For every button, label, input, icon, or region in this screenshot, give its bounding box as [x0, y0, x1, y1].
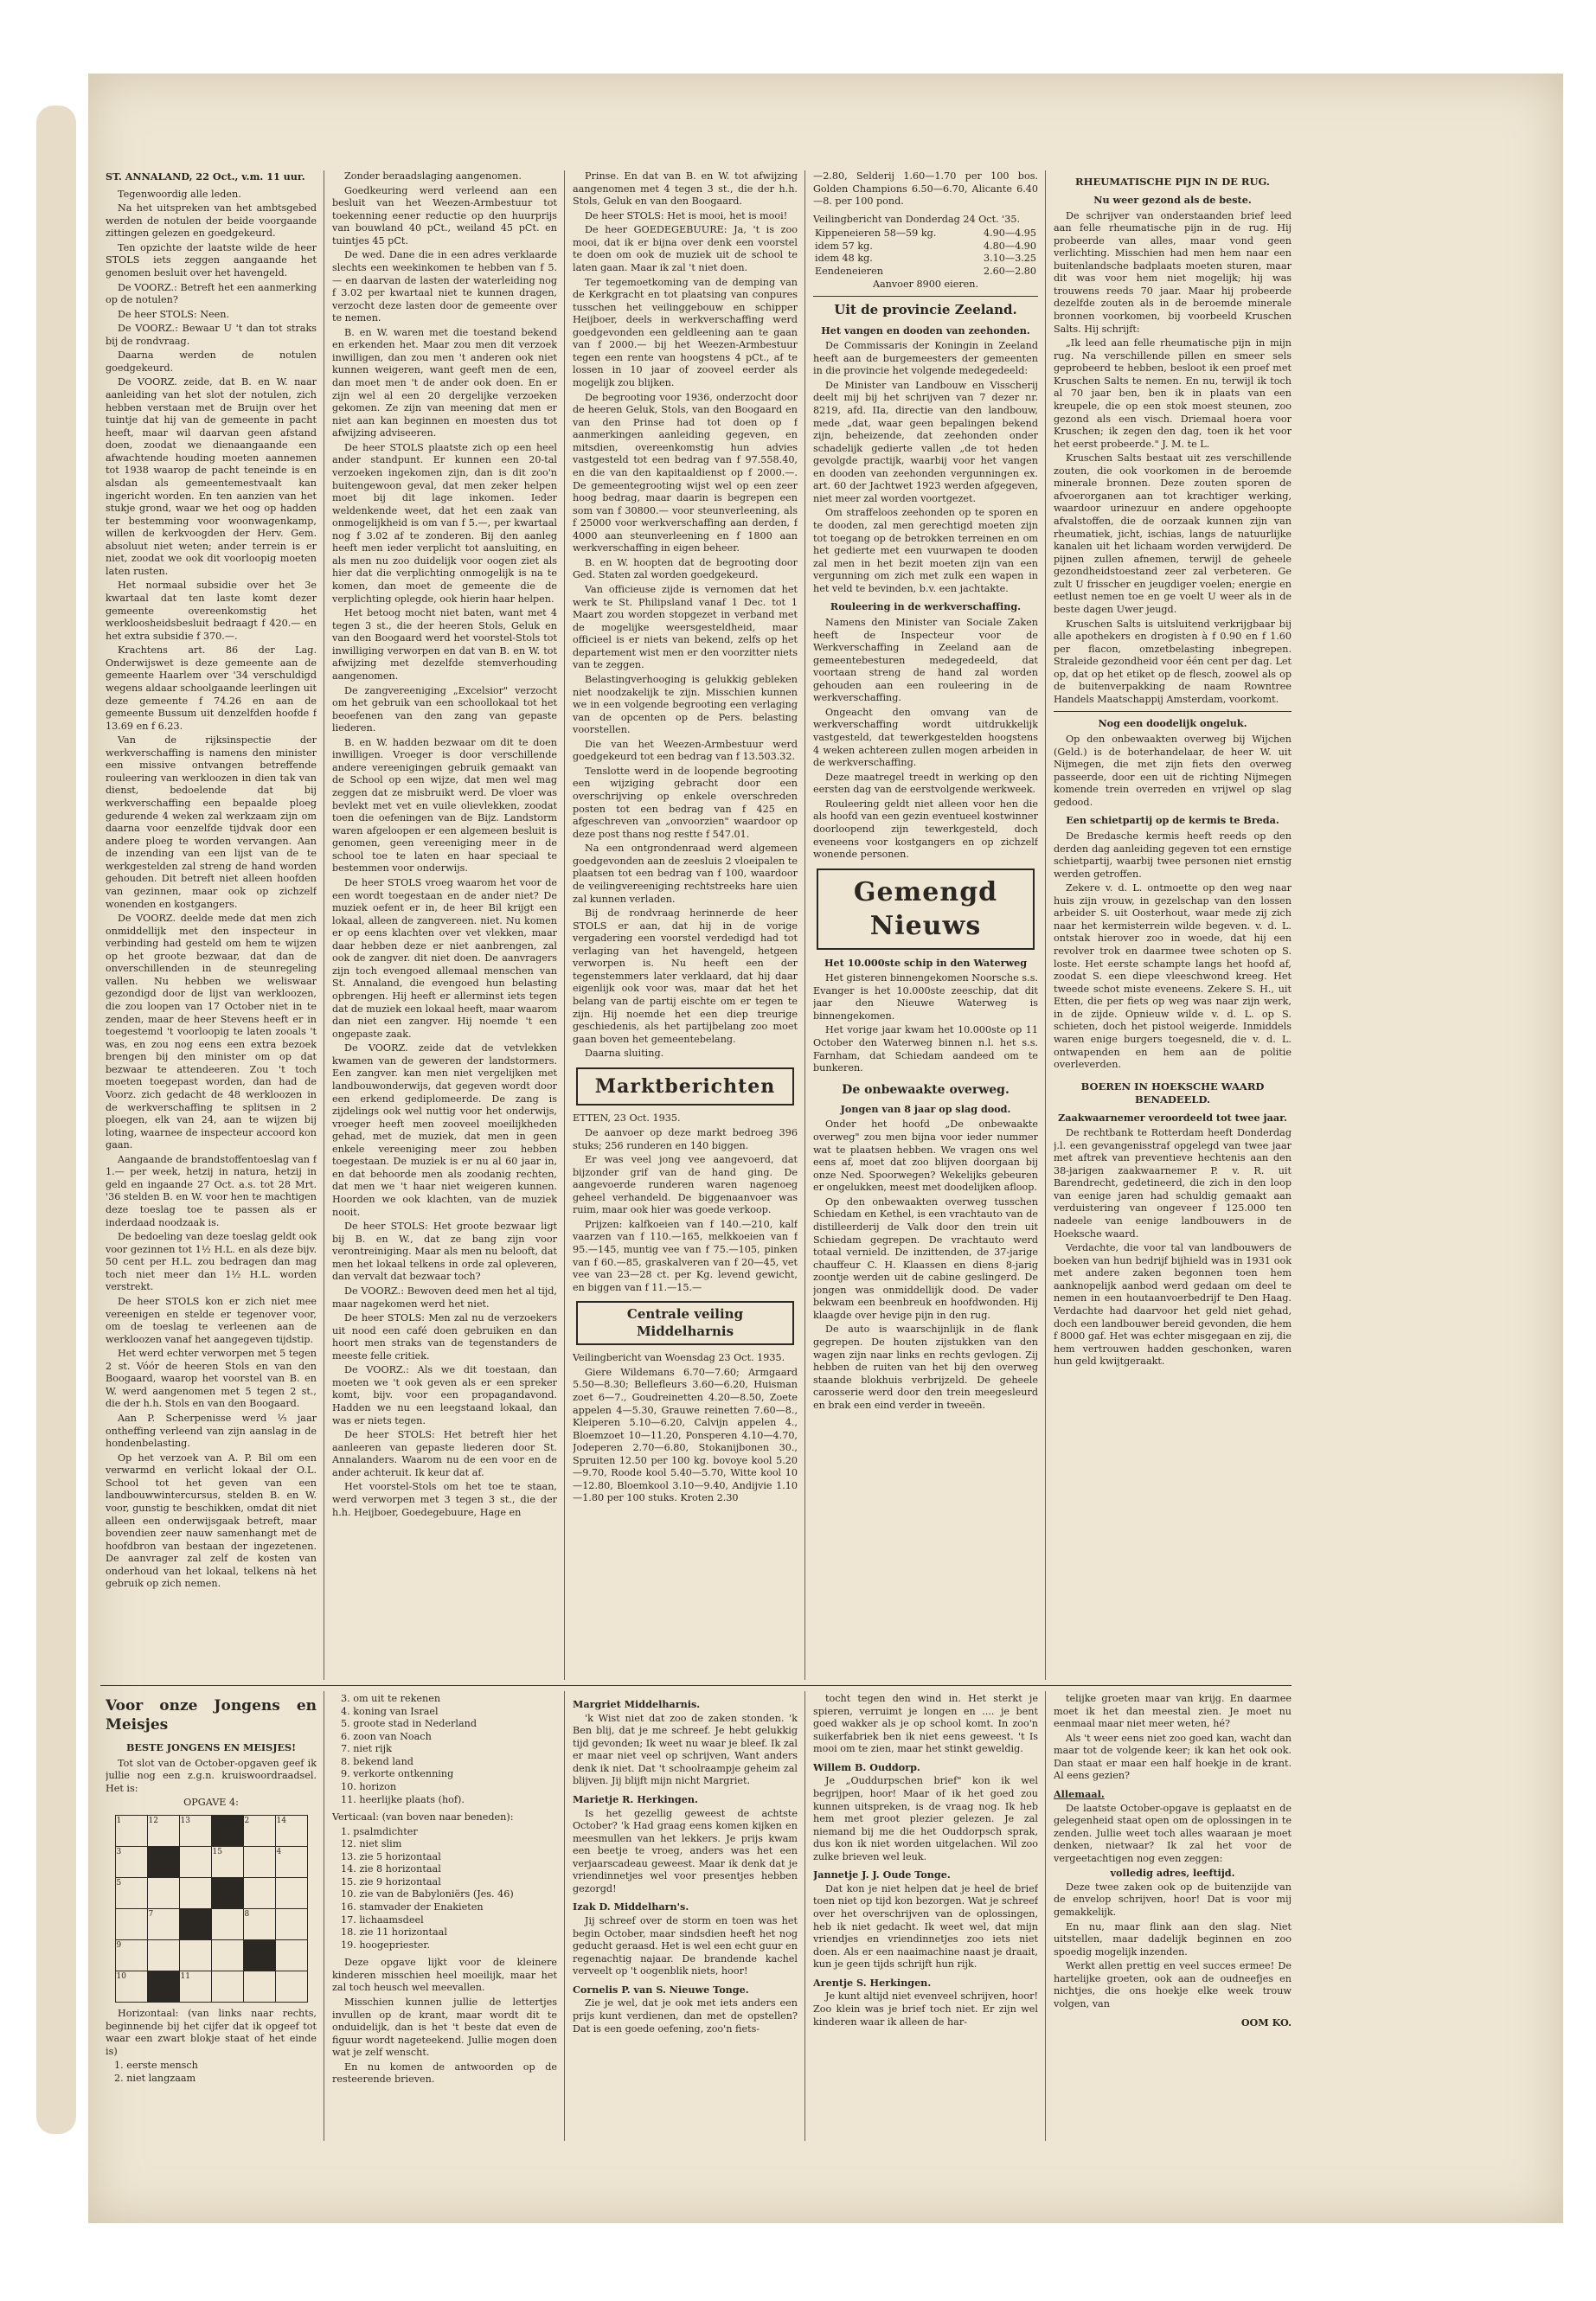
rheumatism-ad-subheading: Nu weer gezond als de beste. — [1093, 193, 1252, 206]
paragraph: De Commissaris der Koningin in Zeeland heeft aan de burgemeesters der gemeenten in die provincie het volgende medegedeeld: — [813, 340, 1038, 377]
paragraph: Op het verzoek van A. P. Bil om een verwarmd en verlicht lokaal der O.L. School tot het geven van een landbouwwintercursus, stelden B. en W. voor, gunstig te beschikken, omdat dit niet alleen een onderwijsgaak betreft, maar bovendien zeer nauw samenhangt met de hoofdbron van bestaan der ingezetenen. De aanvrager zal zelf de kosten van onderhoud van het lokaal, telkens nà het gebruik op zich nemen. — [106, 1452, 317, 1590]
paragraph: De VOORZ.: Als we dit toestaan, dan moeten we 't ook geven als er een spreker komt, bijv. voor een propagandavond. Hadden we nu een leegstaand lokaal, dan was er niets tegen. — [332, 1364, 557, 1426]
paragraph: Zonder beraadslaging aangenomen. — [344, 170, 522, 182]
rheumatism-ad-heading: RHEUMATISCHE PIJN IN DE RUG. — [1075, 176, 1270, 188]
letter-reply: Is het gezellig geweest de achtste October? 'k Had graag eens komen kijken en meesmullen van het lekkers. Je prijs kwam een beetje te vroeg, anders was het een verjaarscadeau geweest. Maar ik denk dat je vriendinnetjes wel voor presentjes hebben gezorgd! — [573, 1807, 798, 1894]
market-heading: Marktberichten — [576, 1067, 794, 1106]
column-zeeland — [813, 170, 1038, 1680]
egg-price: 3.10—3.25 — [983, 253, 1036, 265]
clue-item: 3. om uit te rekenen — [341, 1693, 441, 1704]
horizontal-instructions: Horizontaal: (van links naar rechts, beginnende bij het cijfer dat ik opgeef tot waar een zwart blokje staat of het einde is) — [106, 2008, 317, 2057]
clue-item: 18. zie 11 horizontaal — [341, 1926, 447, 1939]
paragraph: B. en W. hoopten dat de begrooting door Ged. Staten zal worden goedgekeurd. — [573, 556, 798, 581]
paragraph: Prinse. En dat van B. en W. tot afwijzing aangenomen met 4 tegen 3 st., die der h.h. Stols, Geluk en van den Boogaard. — [573, 170, 798, 208]
clue-item: 17. lichaamsdeel — [341, 1913, 424, 1926]
grid-cell-black — [211, 1816, 243, 1847]
letter-reply: Je kunt altijd niet evenveel schrijven, hoor! Zoo klein was je brief toch niet. Er zijn wel kinderen waar ik alleen de har- — [813, 1990, 1038, 2028]
opgave-label: OPGAVE 4: — [183, 1797, 239, 1809]
clue-item: 16. stamvader der Enakieten — [341, 1901, 484, 1913]
zeeland-heading: Uit de provincie Zeeland. — [834, 302, 1017, 318]
letter-recipient: Izak D. Middelharn's. — [573, 1900, 689, 1913]
paragraph: De heer STOLS kon er zich niet mee vereenigen en stelde er tegenover voor, om de toeslag te verleenen aan de werkloozen vanaf het aangegeven tijdstip. — [106, 1295, 317, 1345]
ship-paragraphs — [813, 972, 1038, 1075]
paragraph: De VOORZ.: Bewaar U 't dan tot straks bij de rondvraag. — [106, 323, 317, 347]
crossing-subheading: Jongen van 8 jaar op slag dood. — [840, 1102, 1011, 1115]
grid-cell — [147, 1878, 179, 1909]
paragraph: De VOORZ. zeide dat de vetvlekken kwamen van de geweren der landstormers. Een zangver. kan men niet vergelijken met landbouwonderwijs, dat gegeven wordt door een erkend gediplomeerde. De zang is zijdelings ook wel nuttig voor het onderwijs, vroeger heeft men zooveel moeilijkheden gehad, met de muziek, dat men in geen enkele vereeniging meer zou hebben toegestaan. De muziek is er nu al 60 jaar in, en dat behoorde men als zoodanig rechten, dat men we 't haar niet weigeren kunnen. Hoorden we ook klachten, van de muziek nooit. — [332, 1042, 557, 1218]
grid-cell: 7 — [147, 1909, 179, 1940]
children-letters-col3 — [573, 1693, 798, 2138]
paragraph: De begrooting voor 1936, onderzocht door de heeren Geluk, Stols, van den Boogaard en van den Prinse had tot doen op f aanmerkingen aanleiding gegeven, en mitsdien, overeenkomstig hun advies vastgesteld tot een bedrag van f 97.558.40, en die van den kapitaaldienst op f 2000.—. De gemeentegrooting wijst wel op een zeer hoog bedrag, maar daarin is begrepen een som van f 30800.— voor steunverleening, als f 25000 voor werkverschaffing aan derden, f 4000 aan steunverleening en f 1800 aan werkverschaffing in eigen beheer. — [573, 391, 798, 554]
egg-type: idem 57 kg. — [815, 240, 873, 252]
paragraph: Kruschen Salts is uitsluitend verkrijgbaar bij alle apothekers en drogisten à f 0.90 en f 1.60 per flacon, omzetbelasting inbegrepen. Straleide gezondheid voor één cent per dag. Let op, dat op het etiket op de flesch, zoowel als op de buitenverpakking de naam Rowntree Handels Maatschappij Amsterdam, voorkomt. — [1054, 618, 1292, 705]
accident-text: Op den onbewaakten overweg bij Wijchen (Geld.) is de boterhandelaar, de heer W. uit Nijmegen, die met zijn fiets den overweg passeerde, door een uit de richting Nijmegen komende trein overreden en vrijwel op slag gedood. — [1054, 734, 1292, 808]
grid-cell — [147, 1940, 179, 1971]
grid-cell — [179, 1878, 211, 1909]
paragraph: B. en W. waren met die toestand bekend en erkenden het. Maar zou men dit verzoek inwilligen, dan zou men 't anderen ook niet kunnen weigeren, want geeft men de een, dan moet men 't de ander ook doen. En er zijn wel al een 20 dergelijke verzoeken gekomen. Ze zijn van meening dat men er niet aan kan beginnen en moesten dus tot afwijzing adviseeren. — [332, 326, 557, 439]
egg-price: 2.60—2.80 — [983, 265, 1036, 277]
paragraph: Het betoog mocht niet baten, want met 4 tegen 3 st., die der heeren Stols, Geluk en van den Boogaard werd het voorstel-Stols tot inwilliging verworpen en dat van B. en W. tot afwijzing met dezelfde stemverhouding aangenomen. — [332, 607, 557, 682]
grid-cell — [179, 1940, 211, 1971]
grid-cell — [211, 1940, 243, 1971]
etten-dateline: ETTEN, 23 Oct. 1935. — [573, 1112, 681, 1125]
rheumatism-ad-text — [1054, 210, 1292, 707]
council-paragraphs — [332, 170, 557, 1519]
paragraph: Daarna werden de notulen goedgekeurd. — [106, 349, 317, 374]
paragraph: Onder het hoofd „De onbewaakte overweg" zou men bijna voor ieder nummer wat te plaatsen hebben. We vragen ons wel eens af, moet dat zoo blijven doorgaan bij onze Ned. Spoorwegen? Wekelijks gebeuren er ongelukken, meest met doodelijken afloop. — [813, 1118, 1038, 1194]
grid-cell: 2 — [243, 1816, 275, 1847]
seal-subheading: Het vangen en dooden van zeehonden. — [821, 324, 1030, 336]
paragraph: De VOORZ. zeide, dat B. en W. naar aanleiding van het slot der notulen, zich hebben verstaan met de Bruijn over het tuintje dat hij van de gemeente in pacht heeft, maar wil daarvan geen afstand doen, zoodat we dienaangaande een afwachtende houding moeten aannemen tot 1938 waarop de pacht teneinde is en alsdan als gemeentemestvaalt kan ingericht worden. En ten aanzien van het stukje grond, waar we het oog op hadden ter bestemming voor woonwagenkamp, willen de kerkvoogden der Herv. Gem. absoluut niet weten; ander terrein is er niet, zoodat we ook dit voorloopig moeten laten rusten. — [106, 376, 317, 577]
paragraph: Het voorstel-Stols om het toe te staan, werd verworpen met 3 tegen 3 st., die der h.h. Heijboer, Goedegebuure, Hage en — [332, 1481, 557, 1518]
column-divider — [1045, 170, 1046, 1680]
children-corner-col2 — [332, 1693, 557, 2138]
allemaal-text: De laatste October-opgave is geplaatst en de gelegenheid staat open om de oplossingen in te zenden. Jullie weet toch alles waaraan je moet denken, nietwaar? Ik zal het voor de vergeetachtigen nog even zeggen: — [1054, 1802, 1292, 1864]
grid-cell: 4 — [275, 1847, 307, 1878]
children-explanation — [332, 1957, 557, 2086]
grid-cell — [115, 1909, 147, 1940]
grid-cell: 3 — [115, 1847, 147, 1878]
grid-cell — [243, 1847, 275, 1878]
paragraph: De schrijver van onderstaanden brief leed aan felle rheumatische pijn in de rug. Hij probeerde van alles, maar vond geen verlichting. Misschien had men hem naar een buitenlandsche badplaats moeten sturen, maar dit was voor hem niet mogelijk; hij was trouwens reeds 70 jaar. Maar hij probeerde dezelfde zouten als in de beroemde minerale bronnen voorkomen, bij voorbeeld Kruschen Salts. Hij schrijft: — [1054, 209, 1292, 335]
egg-row — [813, 228, 1038, 240]
clue-item: 2. niet langzaam — [114, 2072, 196, 2084]
clue-item: 5. groote stad in Nederland — [341, 1718, 478, 1730]
farmers-subheading: Zaakwaarnemer veroordeeld tot twee jaar. — [1058, 1111, 1287, 1124]
paragraph: telijke groeten maar van krijg. En daarmee moet ik het dan meestal zien. Je moet nu eenmaal maar niet meer weten, hé? — [1054, 1693, 1292, 1730]
children-greeting: BESTE JONGENS EN MEISJES! — [125, 1741, 297, 1754]
clue-item: 12. niet slim — [341, 1838, 402, 1850]
grid-cell-black — [211, 1878, 243, 1909]
crossword-grid[interactable] — [115, 1815, 308, 2003]
grid-cell: 12 — [147, 1816, 179, 1847]
letter-reply: Dat kon je niet helpen dat je heel de brief toen niet op tijd kon bezorgen. Wat je schreef over het overschrijven van de oplossingen, heb ik niet gedacht. Ik weet wel, dat mijn vriendjes en vriendinnetjes zoo iets niet doen. Als er een naaimachine naast je draait, kun je geen tijds schrijft hun rijk. — [813, 1882, 1038, 1971]
clue-item: 8. bekend land — [341, 1755, 413, 1767]
clue-item: 14. zie 8 horizontaal — [341, 1863, 441, 1875]
paragraph: De VOORZ.: Betreft het een aanmerking op de notulen? — [106, 281, 317, 306]
letter-recipient: Marietje R. Herkingen. — [573, 1792, 698, 1805]
paragraph: Deze opgave lijkt voor de kleinere kinderen misschien heel moeilijk, maar het zal toch heusch wel meevallen. — [332, 1957, 557, 1994]
egg-veiling-date: Veilingbericht van Donderdag 24 Oct. '35. — [813, 213, 1021, 225]
clue-item: 9. verkorte ontkenning — [341, 1768, 454, 1780]
address-requirement: volledig adres, leeftijd. — [1110, 1867, 1235, 1880]
paragraph: Prijzen: kalfkoeien van f 140.—210, kalf vaarzen van f 110.—165, melkkoeien van f 95.—145, muntig vee van f 75.—105, pinken van f 60.—85, graskalveren van f 20—45, vet vee van 23—28 ct. per Kg. levend gewicht, en biggen van f 11.—15.— — [573, 1218, 798, 1293]
column-advert-news — [1054, 170, 1292, 1680]
grid-cell-black — [179, 1909, 211, 1940]
clue-item: 1. psalmdichter — [341, 1825, 418, 1837]
paragraph: Van officieuse zijde is vernomen dat het werk te St. Philipsland vanaf 1 Dec. tot 1 Maart zou worden stopgezet in verband met de mogelijke weersgesteldheid, maar officieel is er niets van bekend, zelfs op het departement wist men er den voorzitter niets van te zeggen. — [573, 584, 798, 671]
paragraph: Verdachte, die voor tal van landbouwers de boeken van hun bedrijf bijhield was in 1931 ook met andere zaken begonnen toen hem aanknopelijk aanbod werd gedaan om deel te nemen in een houtaanvoerbedrijf te Den Haag. Verdachte had daarvoor het geld niet gehad, doch een landbouwer bereid gevonden, die hem f 8000 gaf. Het was echter misgegaan en zij, die hem vertrouwen hadden geschonken, waren hun geld kwijtgeraakt. — [1054, 1242, 1292, 1368]
grid-cell: 9 — [115, 1940, 147, 1971]
grid-cell — [179, 1847, 211, 1878]
adjacent-page-strip — [36, 106, 76, 2134]
council-paragraphs — [573, 170, 798, 1061]
paragraph: Op den onbewaakten overweg tusschen Schiedam en Kethel, is een vrachtauto van de distilleerderij de Valk door den trein uit Schiedam gegrepen. De vrachtauto werd totaal vernield. De inzittenden, de 37-jarige chauffeur C. H. Klaassen en diens 8-jarig zoontje werden uit de cabine geslingerd. De jongen was onmiddellijk dood. De vader bekwam een beenbreuk en hoofdwonden. Hij klaagde over hevige pijn in den rug. — [813, 1195, 1038, 1321]
allemaal-heading: Allemaal. — [1054, 1787, 1105, 1800]
paragraph: Ten opzichte der laatste wilde de heer STOLS iets zeggen aangaande het genomen besluit over het havengeld. — [106, 241, 317, 279]
paragraph: Krachtens art. 86 der Lag. Onderwijswet is deze gemeente aan de gemeente Haarlem over '34 verschuldigd wegens aldaar schoolgaande leerlingen uit deze gemeente f 74.26 en aan de gemeente Bussum uit denzelfden hoofde f 13.69 en f 6.23. — [106, 644, 317, 732]
paragraph: Het werd echter verworpen met 5 tegen 2 st. Vóór de heeren Stols en van den Boogaard, waarop het voorstel van B. en W. werd aangenomen met 5 tegen 2 st., die der h.h. Stols en van den Boogaard. — [106, 1348, 317, 1410]
paragraph: De heer STOLS: Het betreft hier het aanleeren van gepaste liederen door St. Annalanders. Waarom nu de een voor en de ander achteruit. Ik keur dat af. — [332, 1429, 557, 1478]
paragraph: Tegenwoordig alle leden. — [118, 188, 241, 200]
paragraph: Daarna sluiting. — [585, 1048, 664, 1060]
clue-item: 13. zie 5 horizontaal — [341, 1850, 441, 1862]
grid-cell-black — [147, 1971, 179, 2003]
paragraph: Er was veel jong vee aangevoerd, dat bijzonder grif van de hand ging. De aangevoerde runderen waren nagenoeg geheel verhandeld. De biggenaanvoer was ruim, maar ook hier was goede verkoop. — [573, 1154, 798, 1216]
veiling-prices-cont: —2.80, Selderij 1.60—1.70 per 100 bos. Golden Champions 6.50—6.70, Alicante 6.40 —8. per 100 pond. — [813, 170, 1038, 208]
accident-heading: Nog een doodelijk ongeluk. — [1098, 717, 1247, 730]
paragraph: De VOORZ. deelde mede dat men zich onmiddellijk met den inspecteur in verbinding had gesteld om hem te wijzen op het groote bezwaar, dat dan de onverschillenden in de steunregeling vallen. Nu hebben we weliswaar gezondigd door de lijst van werkloozen, die zou loopen van 17 October niet in te zenden, maar de heer Stevens heeft er in toegestemd 't voorloopig te laten zooals 't was, en zou nog eens een extra bezoek brengen bij den minister om op dat bezwaar te attendeeren. Zou 't toch moeten toegepast worden, dan had de Voorz. zich gedacht de 48 werkloozen in de werkverschaffing te splitsen in 2 ploegen, elk van 24, aan te wijzen bij loting, waarnee de inspecteur accoord kon gaan. — [106, 913, 317, 1151]
paragraph: De bedoeling van deze toeslag geldt ook voor gezinnen tot 1½ H.L. en als deze bijv. 50 cent per H.L. zou bedragen dan mag toch niet meer dan 1½ H.L. worden verstrekt. — [106, 1231, 317, 1293]
paragraph: De Bredasche kermis heeft reeds op den derden dag aanleiding gegeven tot een ernstige schietpartij, waarbij twee personen niet ernstig werden getroffen. — [1054, 830, 1292, 880]
clue-item: 19. hoogepriester. — [341, 1939, 431, 1951]
paragraph: De heer STOLS: Het is mooi, het is mooi! — [585, 209, 788, 221]
letter-recipient: Cornelis P. van S. Nieuwe Tonge. — [573, 1983, 749, 1996]
clue-item: 10. zie van de Babyloniërs (Jes. 46) — [341, 1888, 514, 1900]
crossing-heading: De onbewaakte overweg. — [842, 1082, 1010, 1097]
paragraph: Het gisteren binnengekomen Noorsche s.s. Evanger is het 10.000ste zeeschip, dat dit jaar den Nieuwe Waterweg is binnengekomen. — [813, 972, 1038, 1022]
grid-cell — [211, 1971, 243, 2003]
grid-cell — [243, 1971, 275, 2003]
farmers-paragraphs — [1054, 1127, 1292, 1368]
horizontal-clues — [106, 2060, 317, 2085]
paragraph: Als 't weer eens niet zoo goed kan, wacht dan maar tot de volgende keer; ik kan het ook ook. Dan staat er maar een half hoekje in de krant. Al eens gezien? — [1054, 1732, 1292, 1782]
paragraph: Zekere v. d. L. ontmoette op den weg naar huis zijn vrouw, in gezelschap van den lossen arbeider S. uit Oosterhout, waar mede zij zich naar het kermisterrein wilde begeven. v. d. L. ontstak hierover zoo in woede, dat hij een revolver trok en daarmee twee schoten op S. loste. Het eerste schampte langs het hoofd af, zoodat S. een diepe vleeschwond kreeg. Het tweede schot miste eveneens. Zekere S. H., uit Etten, die per fiets op weg was naar zijn werk, in de zijde. Opnieuw wilde v. d. L. op S. schieten, doch het pistool weigerde. Inmiddels waren enige burgers toegesneld, die v. d. L. ontwapenden en hem aan de politie overleverden. — [1054, 882, 1292, 1071]
egg-row — [813, 266, 1038, 279]
column-market — [573, 170, 798, 1680]
paragraph: Deze maatregel treedt in werking op den eersten dag van de eerstvolgende werkweek. — [813, 771, 1038, 796]
column-council-report — [106, 170, 317, 1676]
paragraph: De heer STOLS plaatste zich op een heel ander standpunt. Er kunnen een 20-tal verzoeken ingekomen zijn, dan is dit zoo'n buitengewoon geval, dat men zeker helpen moet bij dit lage inkomen. Ieder weldenkende weet, dat het een zaak van onmogelijkheid is om van f 5.—, per kwartaal nog f 3.02 af te zonderen. Bij den aanleg heeft men ieder verplicht tot aansluiting, en als men nu zoo duidelijk voor oogen ziet als hier dat die verplichting onmogelijk is na te komen, dan moet de gemeente die de verplichting oplegde, ook hierin haar helpen. — [332, 441, 557, 605]
grid-cell-black — [147, 1847, 179, 1878]
clue-item: 1. eerste mensch — [114, 2060, 198, 2072]
crossing-paragraphs — [813, 1118, 1038, 1412]
horizontal-clues-cont — [332, 1693, 557, 1806]
grid-cell — [211, 1909, 243, 1940]
paragraph: B. en W. hadden bezwaar om dit te doen inwilligen. Vroeger is door verschillende andere vereenigingen gebruik gemaakt van de School op een wijze, dat men wel mag zeggen dat ze misbruikt werd. De vloer was bevlekt met vet en vuile olievlekken, zoodat toen die oefeningen van de Bijz. Landstorm waren afgeloopen er een algemeen besluit is genomen, geen vereeniging meer in de school toe te laten en haar speciaal te bestemmen voor onderwijs. — [332, 736, 557, 875]
paragraph: Aan P. Scherpenisse werd ⅓ jaar ontheffing verleend van zijn aanslag in de hondenbelasting. — [106, 1413, 317, 1450]
children-corner-col1 — [106, 1693, 317, 2138]
grid-cell: 5 — [115, 1878, 147, 1909]
letter-reply: Zie je wel, dat je ook met iets anders een prijs kunt verdienen, dan met de opstellen? Dat is een goede oefening, zoo'n fiets- — [573, 1997, 798, 2035]
clue-item: 10. horizon — [341, 1780, 397, 1792]
vertical-clues — [332, 1826, 557, 1952]
paragraph: Belastingverhooging is gelukkig gebleken niet noodzakelijk te zijn. Misschien kunnen we in een volgende begrooting een verlaging van de opcenten op de Pers. belasting voorstellen. — [573, 673, 798, 736]
grid-cell: 14 — [275, 1816, 307, 1847]
market-paragraphs — [573, 1127, 798, 1294]
grid-cell — [275, 1940, 307, 1971]
egg-type: idem 48 kg. — [815, 253, 873, 265]
column-divider — [564, 170, 565, 1680]
vertical-instructions: Verticaal: (van boven naar beneden): — [332, 1811, 514, 1823]
letter-reply: 'k Wist niet dat zoo de zaken stonden. 'k Ben blij, dat je me schreef. Je hebt gelukkig tijd gevonden; Ik weet nu waar je bleef. Ik zal er maar niet veel op schrijven, Want anders denk ik niet. Dat 't schoolraampje geheim zal blijven. Jij blijft mijn nicht Margriet. — [573, 1712, 798, 1787]
ship-subheading: Het 10.000ste schip in den Waterweg — [824, 956, 1028, 969]
egg-price-table — [813, 228, 1038, 278]
column-divider — [564, 1691, 565, 2141]
greetings-note: Werkt allen prettig en veel succes ermee! De hartelijke groeten, ook aan de oudneefjes en nichtjes, die ons hoekje elke week trouw volgen, van — [1054, 1960, 1292, 2009]
clue-item: 15. zie 9 horizontaal — [341, 1875, 441, 1888]
egg-type: Kippeneieren 58—59 kg. — [815, 228, 937, 240]
children-intro: Tot slot van de October-opgaven geef ik jullie nog een z.g.n. kruiswoordraadsel. Het is: — [106, 1757, 317, 1794]
paragraph: Het normaal subsidie over het 3e kwartaal dat ten laste komt dezer gemeente overeenkomstig het werkloosheidsbesluit bedraagt f 420.— en het extra subsidie f 370.—. — [106, 580, 317, 642]
egg-row — [813, 240, 1038, 253]
grid-cell-black — [243, 1940, 275, 1971]
clue-item: 7. niet rijk — [341, 1743, 392, 1755]
veiling-date: Veilingbericht van Woensdag 23 Oct. 1935. — [573, 1352, 785, 1364]
letter-recipient: Arentje S. Herkingen. — [813, 1976, 932, 1989]
column-divider — [804, 170, 805, 1680]
paragraph: Namens den Minister van Sociale Zaken heeft de Inspecteur voor de Werkverschaffing in Zeeland aan de gemeentebesturen medegedeeld, dat voortaan streng de hand zal worden gehouden aan een rouleering in de werkverschaffing. — [813, 616, 1038, 704]
paragraph: De VOORZ.: Bewoven deed men het al tijd, maar nagekomen werd het niet. — [332, 1285, 557, 1310]
paragraph: Aangaande de brandstoffentoeslag van f 1.— per week, hetzij in natura, hetzij in geld en ingaande 27 Oct. a.s. tot 28 Mrt. '36 stelden B. en W. voor hen te machtigen deze toeslag toe te passen als er inderdaad noodzaak is. — [106, 1153, 317, 1228]
paragraph: De auto is waarschijnlijk in de flank gegrepen. De houten zijstukken van den wagen zijn naar links en rechts gevlogen. Zij hebben de ruiten van het bij den overweg staande blokhuis verbrijzeld. De geheele carosserie werd door den trein meegesleurd en brak een eind verder in tweeën. — [813, 1324, 1038, 1411]
farmers-heading: BOEREN IN HOEKSCHE WAARD BENADEELD. — [1080, 1080, 1265, 1106]
grid-cell — [275, 1971, 307, 2003]
grid-cell — [275, 1878, 307, 1909]
clue-item: 11. heerlijke plaats (hof). — [341, 1793, 465, 1805]
paragraph: Na het uitspreken van het ambtsgebed werden de notulen der beide voorgaande zittingen gelezen en goedgekeurd. — [106, 202, 317, 240]
grid-cell: 8 — [243, 1909, 275, 1940]
letter-reply: Je „Ouddurpschen brief" kon ik wel begrijpen, hoor! Maar of ik het goed zou kunnen uitspreken, is de vraag nog. Ik heb hem met groot plezier gelezen. Je zal niemand bij me die het Ouddorpsch sprak, dus kon ik niet worden uitgelachen. Wil zoo zulke brieven wel leuk. — [813, 1775, 1038, 1862]
grid-cell — [243, 1878, 275, 1909]
egg-supply: Aanvoer 8900 eieren. — [872, 278, 979, 290]
veiling-prices: Giere Wildemans 6.70—7.60; Armgaard 5.50—8.30; Bellefleurs 3.60—6.20, Huisman zoet 6—7., Goudreinetten 4.20—8.50, Zoete appelen 4—5.30, Grauwe reinetten 7.60—8., Kleiperen 5.10—6.20, Calvijn appelen 4., Bloemzoet 10—11.20, Ponsperen 4.10—4.70, Jodeperen 2.70—6.80, Stokanijbonen 30., Spruiten 12.50 per 100 kg. bovoye kool 5.20—9.70, Roode kool 5.40—5.70, Witte kool 10—12.80, Bloemkool 3.10—9.40, Andijvie 1.10—1.80 per 100 stuks. Kroten 2.30 — [573, 1366, 798, 1504]
paragraph: Rouleering geldt niet alleen voor hen die als hoofd van een gezin eventueel kostwinner doorloopend zijn tewerkgesteld, doch eveneens voor kostgangers en op zichzelf wonende personen. — [813, 798, 1038, 861]
egg-price: 4.80—4.90 — [983, 240, 1036, 252]
dateline: ST. ANNALAND, 22 Oct., v.m. 11 uur. — [106, 170, 305, 183]
paragraph: Het vorige jaar kwam het 10.000ste op 11 October den Waterweg binnen n.l. het s.s. Farnham, dat Schiedam aandeed om te bunkeren. — [813, 1024, 1038, 1074]
egg-row — [813, 253, 1038, 266]
envelope-note: Deze twee zaken ook op de buitenzijde van de envelop schrijven, hoor! Dat is voor mij gemakkelijk. — [1054, 1881, 1292, 1918]
egg-price: 4.90—4.95 — [983, 228, 1036, 240]
children-letters-col4 — [813, 1693, 1038, 2138]
seal-paragraphs — [813, 340, 1038, 595]
paragraph: De heer STOLS: Het groote bezwaar ligt bij B. en W., dat ze bang zijn voor verontreiniging. Maar als men nu belooft, dat men het lokaal telkens in orde zal opleveren, dan vervalt dat bezwaar toch? — [332, 1221, 557, 1283]
egg-type: Eendeneieren — [815, 265, 883, 277]
start-note: En nu, maar flink aan den slag. Niet uitstellen, maar dadelijk beginnen en zoo spoedig mogelijk inzenden. — [1054, 1920, 1292, 1958]
paragraph: Bij de rondvraag herinnerde de heer STOLS er aan, dat hij in de vorige vergadering een voorstel verdedigd had tot verlaging van het havengeld, hetgeen verworpen is. Nu heeft een der tegenstemmers later verklaard, dat hij daar eigenlijk ook voor was, maar dat het het belang van de partij eischte om er tegen te zijn. Hij noemde het een diep treurige geschiedenis, als het partijbelang zoo moet gaan boven het gemeentebelang. — [573, 907, 798, 1045]
grid-cell: 13 — [179, 1816, 211, 1847]
column-divider — [804, 1691, 805, 2141]
shooting-heading: Een schietpartij op de kermis te Breda. — [1066, 814, 1279, 827]
gemengd-nieuws-heading: Gemengd Nieuws — [817, 868, 1035, 950]
paragraph: De wed. Dane die in een adres verklaarde slechts een weekinkomen te hebben van f 5.— en daarvan de lasten der waterleiding nog f 3.02 per kwartaal niet te kunnen dragen, verzocht deze lasten door de gemeente over te nemen. — [332, 249, 557, 324]
paragraph: En nu komen de antwoorden op de resteerende brieven. — [332, 2061, 557, 2086]
grid-cell: 15 — [211, 1847, 243, 1878]
rotation-paragraphs — [813, 617, 1038, 862]
paragraph: „Ik leed aan felle rheumatische pijn in mijn rug. Na verschillende pillen en smeer sels geprobeerd te hebben, besloot ik een proef met Kruschen Salts te nemen. En nu, terwijl ik toch al 70 jaar ben, ben ik in plaats van een kreupele, die op een stok moest steunen, zoo gezond als een visch. Driemaal hoera voor Kruschen; ik zegen den dag, toen ik het voor het eerst probeerde." J. M. te L. — [1054, 337, 1292, 450]
shooting-paragraphs — [1054, 830, 1292, 1072]
paragraph: Tenslotte werd in de loopende begrooting een wijziging gebracht door een overschrijving op enkele overschreden posten tot een bedrag van f 425 en afgeschreven van „onvoorzien" waardoor op deze post thans nog restte f 547.01. — [573, 765, 798, 840]
paragraph: Om straffeloos zeehonden op te sporen en te dooden, zal men gerechtigd moeten zijn tot toegang op de betrokken terreinen en om het gedierte met een vuurwapen te dooden zal men in het bezit moeten zijn van een vergunning om zich met zulk een wapen in het veld te bevinden, b.v. een jachtakte. — [813, 507, 1038, 594]
paragraph: Goedkeuring werd verleend aan een besluit van het Weezen-Armbestuur tot toekenning eener reductie op den huurprijs van bouwland 40 pCt., weiland 45 pCt. en tuintjes 45 pCt. — [332, 184, 557, 247]
signature: OOM KO. — [1240, 2016, 1292, 2029]
paragraph: De rechtbank te Rotterdam heeft Donderdag j.l. een gevangenisstraf opgelegd van twee jaar met aftrek van preventieve hechtenis aan den 38-jarigen zaakwaarnemer P. v. R. uit Barendrecht, gedetineerd, die zich in den loop van eenige jaren had schuldig gemaakt aan verduistering van ongeveer f 125.000 ten nadeele van eenige landbouwers in de Hoeksche waard. — [1054, 1127, 1292, 1240]
council-paragraphs — [106, 189, 317, 1591]
column-council-report-cont — [332, 170, 557, 1676]
grid-cell: 1 — [115, 1816, 147, 1847]
children-letters-col5 — [1054, 1693, 1292, 2138]
grid-cell: 10 — [115, 1971, 147, 2003]
letter-recipient: Willem B. Ouddorp. — [813, 1760, 920, 1773]
paragraph: De heer GOEDEGEBUURE: Ja, 't is zoo mooi, dat ik er bijna over denk een voorstel te doen om ook de muziek uit de school te laten gaan. Maar ik zal 't niet doen. — [573, 224, 798, 273]
clue-item: 4. koning van Israel — [341, 1705, 439, 1717]
section-rule — [100, 1685, 1292, 1686]
clue-item: 6. zoon van Noach — [341, 1730, 432, 1742]
column-divider — [1045, 1691, 1046, 2141]
paragraph: De aanvoer op deze markt bedroeg 396 stuks; 256 runderen en 140 biggen. — [573, 1126, 798, 1151]
paragraph: Kruschen Salts bestaat uit zes verschillende zouten, die ook voorkomen in de beroemde minerale bronnen. Deze zouten sporen de afvoerorganen aan tot krachtiger werking, waardoor urinezuur en andere opgehoopte afvalstoffen, die de oorzaak kunnen zijn van rheumatiek, jicht, ischias, langs de natuurlijke kanalen uit het lichaam worden verwijderd. De pijnen zullen afnemen, terwijl de geheele gezondheidstoestand zeer zal verbeteren. Ge zult U frisscher en jeugdiger voelen; energie en eetlust nemen toe en ge voelt U weer als in de beste dagen Uwer jeugd. — [1054, 452, 1292, 615]
letters-closing — [1054, 1693, 1292, 1783]
paragraph: Misschien kunnen jullie de lettertjes invullen op de krant, maar wordt dit te onduidelijk, dan is het 't beste dat even de figuur wordt nageteekend. Jullie mogen doen wat je zelf wenscht. — [332, 1996, 557, 2059]
paragraph: De heer STOLS: Men zal nu de verzoekers uit nood een café doen gebruiken en dan hoort men straks van de tegenstanders de meeste felle critiek. — [332, 1312, 557, 1362]
letter-recipient: Margriet Middelharnis. — [573, 1698, 701, 1710]
letter-reply: tocht tegen den wind in. Het sterkt je spieren, verruimt je longen en .... je bent goed wakker als je op school komt. In zoo'n suikerfabriek ben ik niet eens geweest. 't Is mooi om te zien, maar het stinkt geweldig. — [813, 1693, 1038, 1755]
paragraph: Ongeacht den omvang van de werkverschaffing wordt uitdrukkelijk vastgesteld, dat tewerkgestelden hoogstens 4 weken achtereen zullen mogen arbeiden in de werkverschaffing. — [813, 706, 1038, 769]
paragraph: De heer STOLS: Neen. — [118, 308, 230, 320]
grid-cell — [275, 1909, 307, 1940]
paragraph: De heer STOLS vroeg waarom het voor de een wordt toegestaan en de ander niet? De muziek oefent er in, de heer Bil krijgt een lokaal, alleen de zangvereen. niet. Nu komen er op eens klachten over vet vlekken, maar daar hebben deze er niet aanbrengen, zal ook de zangver. dit niet doen. De aanvragers zijn toch evengoed allemaal menschen van St. Annaland, die evengoed hun belasting opbrengen. Hij heeft er allerminst iets tegen dat de muziek een lokaal heeft, maar waarom dan niet een zangver. Hij noemde 't een ongepaste zaak. — [332, 876, 557, 1040]
letter-recipient: Jannetje J. J. Oude Tonge. — [813, 1868, 951, 1881]
paragraph: Van de rijksinspectie der werkverschaffing is namens den minister een missive ontvangen betreffende rouleering van werkloozen in dien tak van dienst, bedoelende dat bij werkverschaffing een bepaalde ploeg gedurende 4 weken zal werkzaam zijn om daarna voor eenzelfde tijdvak door een andere ploeg te worden vervangen. Aan de inzending van een lijst van de te werkgestelden zal streng de hand worden gehouden. Dit betreft niet alleen hoofden van gezinnen, maar ook op zichzelf wonenden en kostgangers. — [106, 734, 317, 910]
paragraph: Die van het Weezen-Armbestuur werd goedgekeurd tot een bedrag van f 13.503.32. — [573, 738, 798, 763]
children-corner-title: Voor onze Jongens en Meisjes — [106, 1697, 317, 1734]
veiling-heading: Centrale veiling Middelharnis — [576, 1301, 794, 1345]
paragraph: Ter tegemoetkoming van de demping van de Kerkgracht en tot plaatsing van conpures tusschen het veilinggebouw en schipper Heijboer, deels in werkverschaffing werd goedgevonden een geldleening aan te gaan van f 2000.— bij het Weezen-Armbestuur tegen een rente van hoogstens 4 pCt., af te lossen in 10 jaar of zooveel eerder als mogelijk zou blijken. — [573, 276, 798, 388]
grid-cell: 11 — [179, 1971, 211, 2003]
paragraph: De Minister van Landbouw en Visscherij deelt mij bij het schrijven van 7 dezer nr. 8219, afd. IIa, directie van den landbouw, mede „dat, waar geen bepalingen bekend zijn, beheizende, dat zeehonden onder schadelijk gedierte vallen „de tot heden gevolgde practijk, waarbij voor het vangen en dooden van zeehonden vergunningen ex. art. 60 der Jachtwet 1923 werden afgegeven, niet meer zal worden voortgezet. — [813, 379, 1038, 504]
newspaper-page — [88, 74, 1563, 2223]
paragraph: Na een ontgrondenraad werd algemeen goedgevonden aan de zeesluis 2 vloeipalen te plaatsen tot een bedrag van f 100, waardoor de veilingvereeniging rechtstreeks hare uien zal kunnen verladen. — [573, 843, 798, 905]
paragraph: De zangvereeniging „Excelsior" verzocht om het gebruik van een schoollokaal tot het beoefenen van den zang van gepaste liederen. — [332, 684, 557, 734]
letter-reply: Jij schreef over de storm en toen was het begin October, maar sindsdien heeft het nog geducht geraasd. Het is wel een echt guur en regenachtig najaar. De brandende kachel verveelt op 't oogenblik niets, hoor! — [573, 1915, 798, 1977]
rotation-subheading: Rouleering in de werkverschaffing. — [830, 600, 1022, 613]
